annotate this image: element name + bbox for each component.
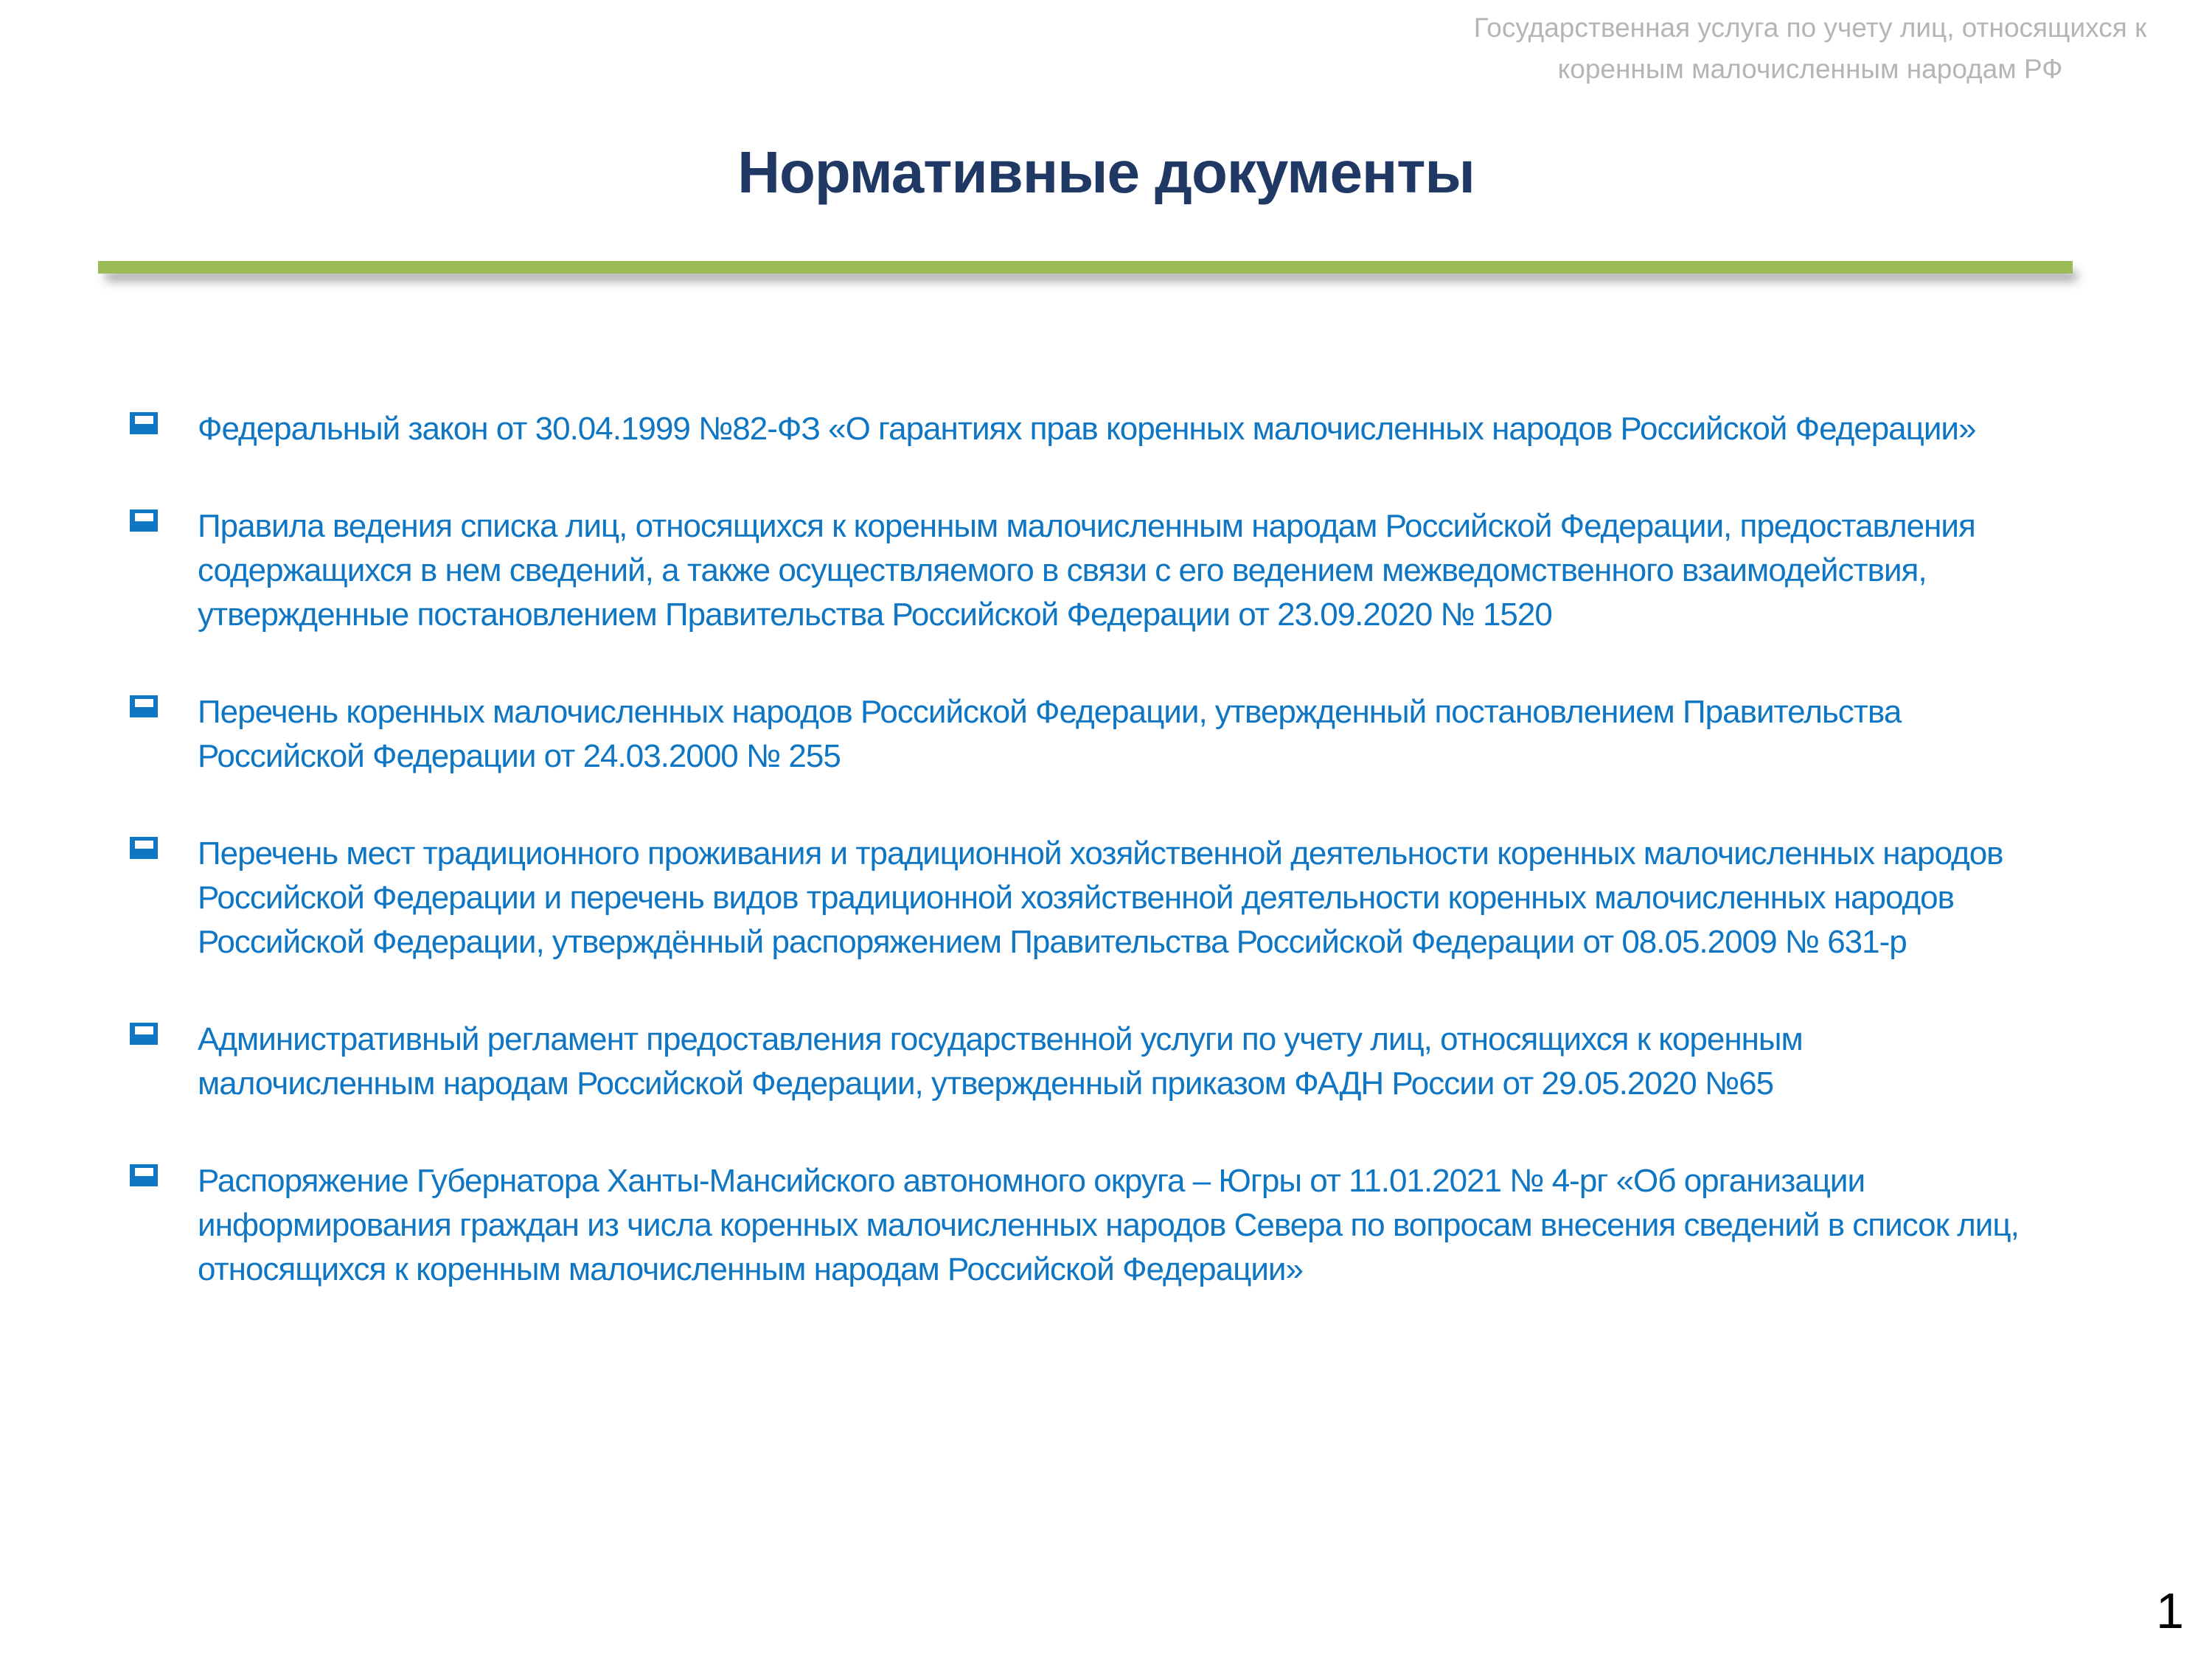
header-note-line: Государственная услуга по учету лиц, относящихся к [1473,13,2147,43]
page-number: 1 [2156,1583,2184,1639]
checkbox-bullet-icon [130,509,158,532]
list-item [130,504,2039,637]
checkbox-bullet-icon [130,1023,158,1045]
list-item [130,1159,2039,1292]
checkbox-bullet-icon [130,412,158,434]
list-item [130,690,2039,779]
list-item-text: Распоряжение Губернатора Ханты-Мансийского автономного округа – Югры от 11.01.2021 № 4-рг «Об организации информирования граждан из числа коренных малочисленных народов Севера по вопросам внесения сведений в список лиц, относящихся к коренным малочисленным народам Российской Федерации» [198,1163,2019,1287]
list-item [130,407,2039,451]
title-divider [98,261,2073,274]
list-item-text: Федеральный закон от 30.04.1999 №82-ФЗ «О гарантиях прав коренных малочисленных народов Российской Федерации» [198,411,1976,447]
list-item-text: Перечень коренных малочисленных народов Российской Федерации, утвержденный постановлением Правительства Российской Федерации от 24.03.2000 № 255 [198,694,1902,774]
checkbox-bullet-icon [130,1164,158,1186]
list-item-text: Административный регламент предоставления государственной услуги по учету лиц, относящихся к коренным малочисленным народам Российской Федерации, утвержденный приказом ФАДН России от 29.05.2020 №65 [198,1021,1803,1102]
header-note-line: коренным малочисленным народам РФ [1557,54,2063,84]
checkbox-bullet-icon [130,837,158,859]
list-item [130,1018,2039,1106]
header-note [1460,7,2160,90]
list-item [130,832,2039,964]
list-item-text: Перечень мест традиционного проживания и традиционной хозяйственной деятельности коренных малочисленных народов Российской Федерации и перечень видов традиционной хозяйственной деятельности коренных малочисленных народов Российской Федерации, утверждённый распоряжением Правительства Российской Федерации от 08.05.2009 № 631-р [198,835,2003,960]
checkbox-bullet-icon [130,695,158,717]
page-title: Нормативные документы [737,139,1475,205]
documents-list [130,407,2039,1345]
list-item-text: Правила ведения списка лиц, относящихся к коренным малочисленным народам Российской Федерации, предоставления содержащихся в нем сведений, а также осуществляемого в связи с его ведением межведомственного взаимодействия, утвержденные постановлением Правительства Российской Федерации от 23.09.2020 № 1520 [198,508,1975,633]
